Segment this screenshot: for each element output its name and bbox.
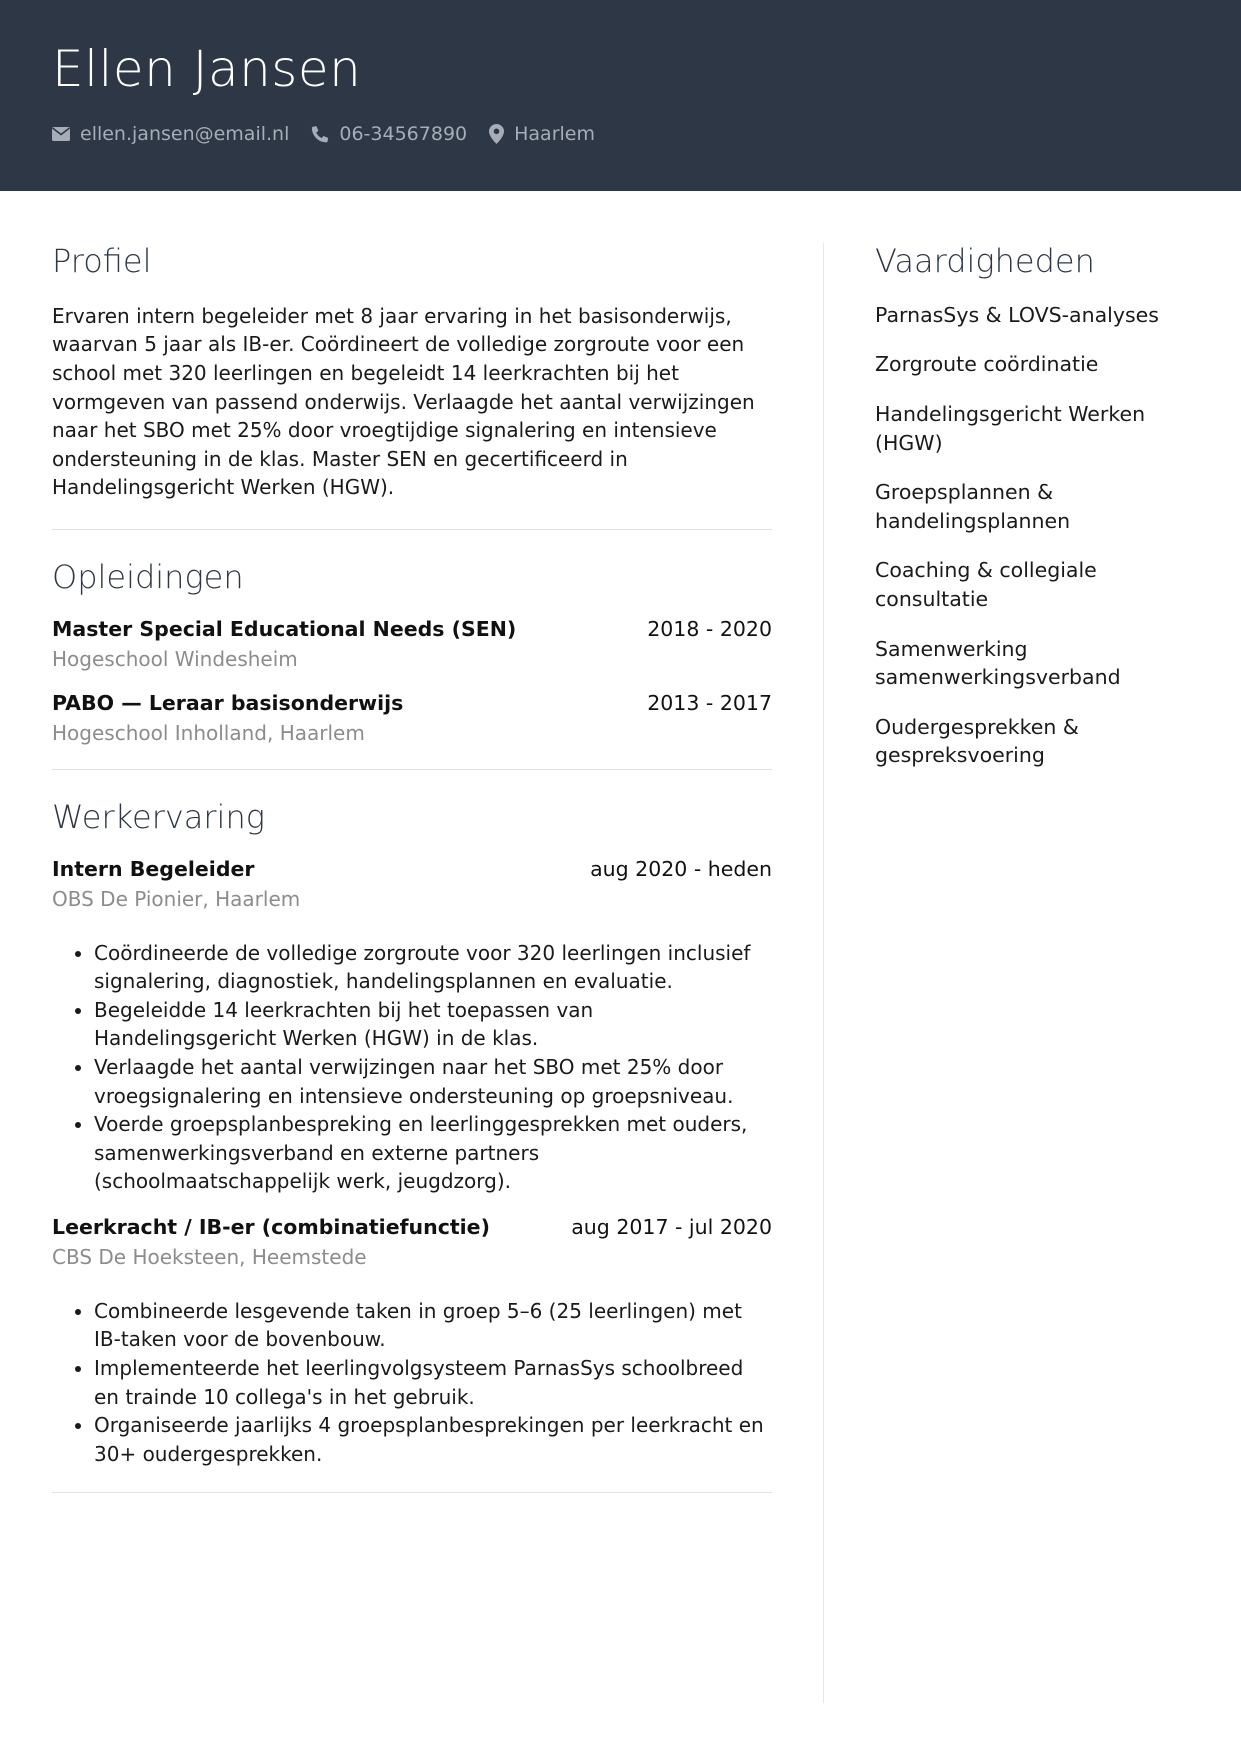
location-text: Haarlem — [514, 123, 595, 145]
education-item — [52, 691, 772, 745]
bullet-item: • Voerde groepsplanbespreking en leerlinggesprekken met ouders, samenwerkingsverband en externe partners (schoolmaatschappelijk werk, jeugdzorg). — [94, 1110, 772, 1196]
section-divider — [52, 1492, 772, 1493]
skill-item: Handelingsgericht Werken (HGW) — [875, 401, 1146, 455]
employer-name: OBS De Pionier, Haarlem — [52, 886, 301, 911]
sidebar-column — [875, 243, 1185, 791]
job-title: Leerkracht / IB-er (combinatiefunctie) — [52, 1214, 490, 1239]
bullet-item: • Coördineerde de volledige zorgroute voor 320 leerlingen inclusief signalering, diagnostiek, handelingsplannen en evaluatie. — [94, 939, 772, 996]
email-text: ellen.jansen@email.nl — [80, 123, 290, 145]
contact-email[interactable] — [52, 123, 289, 145]
profile-heading: Profiel — [52, 242, 152, 280]
skill-item: Coaching & collegiale consultatie — [875, 558, 1097, 611]
profile-text: Ervaren intern begeleider met 8 jaar ervaring in het basisonderwijs, waarvan 5 jaar als IB-er. Coördineert de volledige zorgroute voor een school met 320 leerlingen en begeleidt 14 leerkrachten bij het vormgeven van passend onderwijs. Verlaagde het aantal verwijzingen naar het SBO met 25% door vroegtijdige signalering en intensieve ondersteuning in de klas. Master SEN en gecertificeerd in Handelingsgericht Werken (HGW). — [52, 303, 755, 500]
education-dates: 2013 - 2017 — [647, 690, 772, 715]
skills-list — [875, 301, 1185, 770]
experience-section — [52, 799, 772, 1469]
job-title: Intern Begeleider — [52, 856, 255, 881]
skills-heading: Vaardigheden — [875, 242, 1095, 280]
envelope-icon — [52, 127, 70, 141]
contact-location — [489, 123, 595, 145]
bullet-item: • Implementeerde het leerlingvolgsysteem ParnasSys schoolbreed en trainde 10 collega's in het gebruik. — [94, 1354, 772, 1411]
education-section — [52, 559, 772, 745]
contact-phone[interactable] — [311, 123, 467, 145]
school-name: Hogeschool Inholland, Haarlem — [52, 720, 365, 745]
column-divider — [823, 243, 824, 1703]
degree-title: Master Special Educational Needs (SEN) — [52, 616, 517, 641]
phone-icon — [311, 125, 329, 143]
map-pin-icon — [489, 124, 504, 144]
skill-item: Zorgroute coördinatie — [875, 352, 1099, 377]
bullet-item: • Begeleidde 14 leerkrachten bij het toepassen van Handelingsgericht Werken (HGW) in de klas. — [94, 996, 772, 1053]
experience-heading: Werkervaring — [52, 797, 265, 836]
skill-item: Samenwerking samenwerkingsverband — [875, 636, 1121, 690]
phone-text: 06-34567890 — [339, 123, 468, 145]
degree-title: PABO — Leraar basisonderwijs — [52, 690, 404, 715]
bullet-item: • Verlaagde het aantal verwijzingen naar het SBO met 25% door vroegsignalering en intensieve ondersteuning op groepsniveau. — [94, 1053, 772, 1110]
bullet-item: • Organiseerde jaarlijks 4 groepsplanbesprekingen per leerkracht en 30+ oudergesprekken. — [94, 1411, 772, 1468]
job-bullets — [52, 939, 772, 1196]
education-heading: Opleidingen — [52, 557, 244, 596]
job-dates: aug 2017 - jul 2020 — [571, 1214, 772, 1239]
job-bullets — [52, 1297, 772, 1469]
skill-item: Groepsplannen & handelingsplannen — [875, 480, 1071, 533]
school-name: Hogeschool Windesheim — [52, 646, 298, 671]
main-column — [52, 243, 772, 1493]
employer-name: CBS De Hoeksteen, Heemstede — [52, 1244, 367, 1269]
skill-item: Oudergesprekken & gespreksvoering — [875, 714, 1079, 768]
experience-item — [52, 1215, 772, 1469]
experience-item — [52, 857, 772, 1196]
candidate-name: Ellen Jansen — [52, 40, 362, 98]
contact-info — [52, 123, 617, 145]
resume-header — [0, 0, 1241, 191]
profile-section — [52, 243, 772, 502]
job-dates: aug 2020 - heden — [590, 856, 772, 881]
bullet-item: • Combineerde lesgevende taken in groep 5–6 (25 leerlingen) met IB-taken voor de bovenbouw. — [94, 1297, 772, 1354]
section-divider — [52, 769, 772, 770]
section-divider — [52, 529, 772, 530]
education-item — [52, 617, 772, 671]
education-dates: 2018 - 2020 — [647, 616, 772, 641]
skill-item: ParnasSys & LOVS-analyses — [875, 302, 1159, 327]
